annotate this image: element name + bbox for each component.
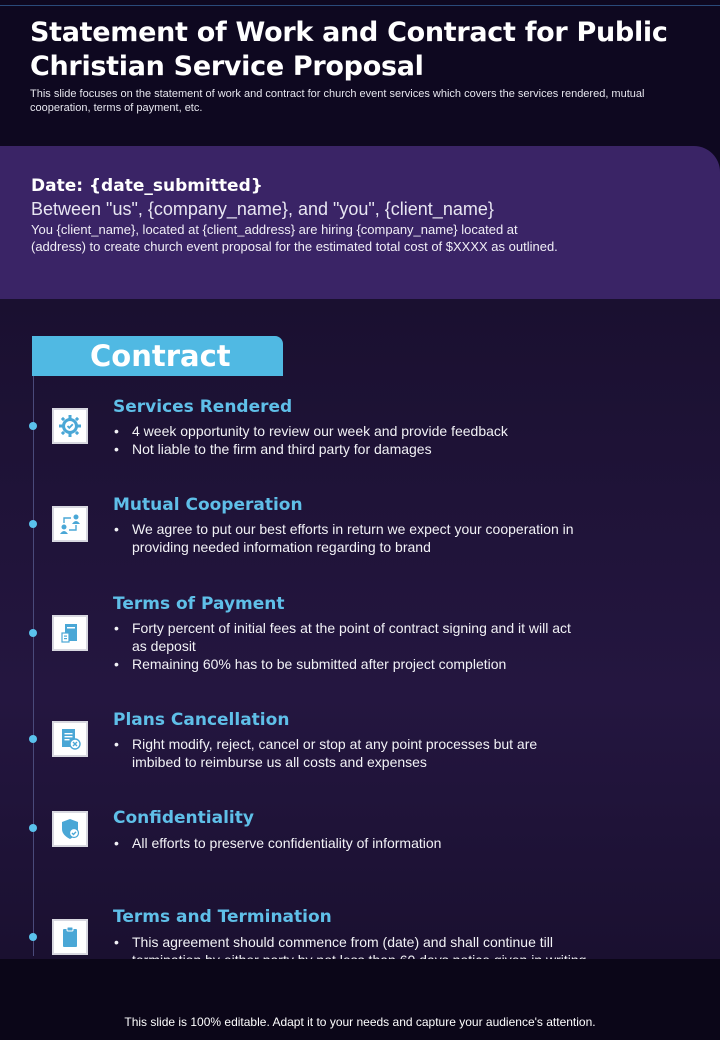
cancel-document-icon <box>52 721 88 757</box>
terms-of-payment-list <box>113 619 583 673</box>
services-rendered-list <box>113 422 553 458</box>
timeline-dot <box>29 933 37 941</box>
timeline-dot <box>29 735 37 743</box>
page-title: Statement of Work and Contract for Public Christian Service Proposal <box>30 17 668 82</box>
timeline-dot <box>29 520 37 528</box>
list-item: • 4 week opportunity to review our week and provide feedback <box>113 422 553 440</box>
confidentiality-list <box>113 834 583 852</box>
parties-line: Between "us", {company_name}, and "you", {client_name} <box>31 199 494 219</box>
timeline-line <box>33 376 34 956</box>
intro-paragraph: You {client_name}, located at {client_address} are hiring {company_name} located at (address) to create church event proposal for the estimated total cost of $XXXX as outlined. <box>31 222 558 254</box>
timeline-dot <box>29 629 37 637</box>
contract-heading: Contract <box>90 339 231 373</box>
section-title-terms-and-termination: Terms and Termination <box>113 907 332 927</box>
list-item: • Not liable to the firm and third party for damages <box>113 440 553 458</box>
section-title-terms-of-payment: Terms of Payment <box>113 594 285 614</box>
payment-document-icon <box>52 615 88 651</box>
list-item: • This agreement should commence from (date) and shall continue till <box>113 933 613 969</box>
timeline-dot <box>29 824 37 832</box>
list-item: • We agree to put our best efforts in return we expect your cooperation in providing needed information regarding to brand <box>113 520 593 556</box>
list-item: • Remaining 60% has to be submitted after project completion <box>113 655 583 673</box>
mutual-cooperation-list <box>113 520 593 556</box>
people-exchange-icon <box>52 506 88 542</box>
list-item: • All efforts to preserve confidentiality of information <box>113 834 583 852</box>
section-title-mutual-cooperation: Mutual Cooperation <box>113 495 303 515</box>
timeline-dot <box>29 422 37 430</box>
section-title-confidentiality: Confidentiality <box>113 808 254 828</box>
gear-check-icon <box>52 408 88 444</box>
list-item: • Forty percent of initial fees at the point of contract signing and it will act as deposit <box>113 619 583 655</box>
date-line: Date: {date_submitted} <box>31 176 263 196</box>
clipboard-icon <box>52 919 88 955</box>
page-subtitle: This slide focuses on the statement of work and contract for church event services which covers the services rendered, mutual cooperation, terms of payment, etc. <box>30 88 645 114</box>
top-divider <box>0 5 720 6</box>
plans-cancellation-list <box>113 735 583 771</box>
section-title-services-rendered: Services Rendered <box>113 397 293 417</box>
section-title-plans-cancellation: Plans Cancellation <box>113 710 290 730</box>
footer-note: This slide is 100% editable. Adapt it to your needs and capture your audience's attention. <box>124 1015 596 1029</box>
shield-check-icon <box>52 811 88 847</box>
list-item: • Right modify, reject, cancel or stop at any point processes but are imbibed to reimburse us all costs and expenses <box>113 735 583 771</box>
